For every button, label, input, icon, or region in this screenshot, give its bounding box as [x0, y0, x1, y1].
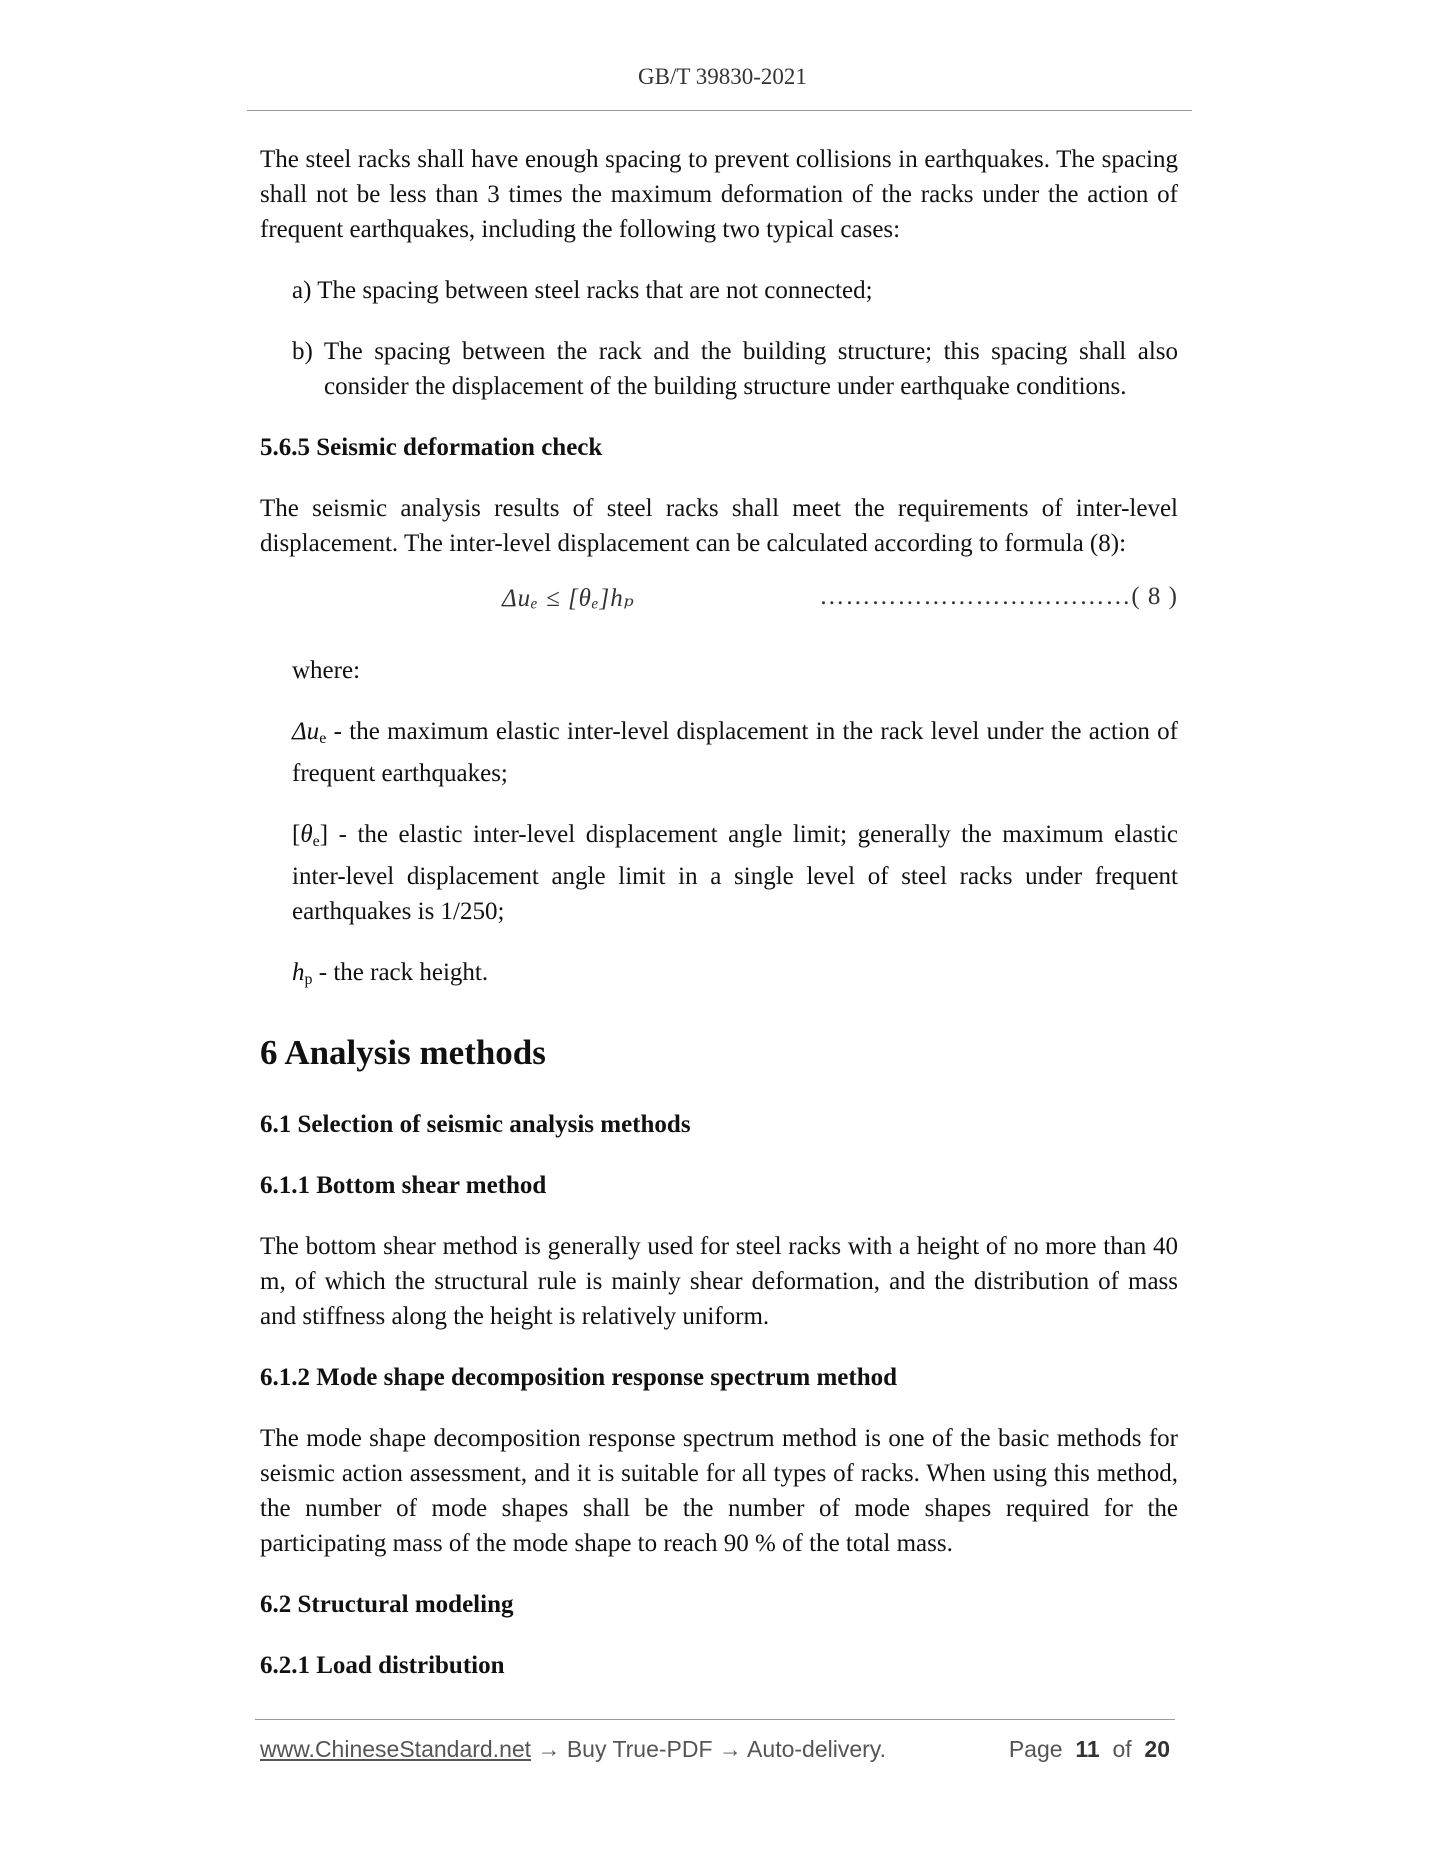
heading-5-6-5: 5.6.5 Seismic deformation check: [260, 434, 603, 461]
footer-divider: [255, 1719, 1175, 1720]
of-label: of: [1112, 1736, 1132, 1762]
bracket-open: [: [292, 821, 301, 848]
paragraph-interlevel: The seismic analysis results of steel racks shall meet the requirements of inter-level displacement. The inter-level displacement can be calculated according to formula (8):: [260, 495, 1178, 557]
formula-8: [260, 577, 1178, 627]
list-item-a: a) The spacing between steel racks that are not connected;: [292, 277, 873, 304]
definition-text: - the elastic inter-level displacement angle limit; generally the maximum elastic inter-level displacement angle limit in a single level of steel racks under frequent earthquakes is 1/250;: [292, 821, 1178, 925]
heading-6: 6 Analysis methods: [260, 1033, 546, 1072]
heading-6-1: 6.1 Selection of seismic analysis methods: [260, 1111, 691, 1138]
symbol-theta: θ: [300, 821, 313, 848]
where-label: where:: [292, 657, 361, 684]
site-link[interactable]: www.ChineseStandard.net: [260, 1736, 532, 1762]
definition-text: - the maximum elastic inter-level displacement in the rack level under the action of frequent earthquakes;: [292, 718, 1178, 787]
heading-6-1-2: 6.1.2 Mode shape decomposition response spectrum method: [260, 1364, 898, 1391]
paragraph-mode-shape: The mode shape decomposition response spectrum method is one of the basic methods for seismic action assessment, and it is suitable for all types of racks. When using this method, the number of mode shapes shall be the number of mode shapes required for the participating mass of the mode shape to reach 90 % of the total mass.: [260, 1425, 1178, 1557]
promo-text: → Buy True-PDF → Auto-delivery.: [531, 1736, 886, 1762]
definition-theta: [260, 817, 1178, 929]
page-footer: [260, 1736, 1170, 1763]
page-total: 20: [1144, 1736, 1170, 1762]
document-body: [260, 142, 1178, 1683]
page-label: Page: [1008, 1736, 1063, 1762]
definition-h: [260, 955, 1178, 997]
formula-number: ………………………………( 8 ): [819, 583, 1178, 610]
page-current: 11: [1075, 1736, 1100, 1762]
bracket-close: ]: [319, 821, 329, 848]
subscript-e: e: [319, 730, 327, 747]
subscript-e: e: [312, 833, 320, 850]
list-item-b: b) The spacing between the rack and the building structure; this spacing shall also consider the displacement of the building structure under earthquake conditions.: [292, 338, 1178, 400]
formula-expression: Δuₑ ≤ [θₑ]hₚ: [502, 585, 635, 612]
symbol-delta-u: Δu: [292, 718, 320, 745]
symbol-h: h: [292, 959, 305, 986]
page-indicator: [1009, 1736, 1170, 1763]
heading-6-2-1: 6.2.1 Load distribution: [260, 1652, 505, 1679]
page-header: GB/T 39830-2021: [638, 64, 807, 89]
definition-text: - the rack height.: [312, 959, 489, 986]
paragraph-bottom-shear: The bottom shear method is generally used for steel racks with a height of no more than 40 m, of which the structural rule is mainly shear deformation, and the distribution of mass and stiffness along the height is relatively uniform.: [260, 1233, 1178, 1330]
paragraph-spacing: The steel racks shall have enough spacing to prevent collisions in earthquakes. The spacing shall not be less than 3 times the maximum deformation of the racks under the action of frequent earthquakes, including the following two typical cases:: [260, 146, 1178, 243]
heading-6-2: 6.2 Structural modeling: [260, 1591, 514, 1618]
header-divider: [247, 110, 1192, 111]
subscript-p: p: [304, 971, 313, 988]
definition-delta-u: [260, 714, 1178, 791]
heading-6-1-1: 6.1.1 Bottom shear method: [260, 1172, 547, 1199]
